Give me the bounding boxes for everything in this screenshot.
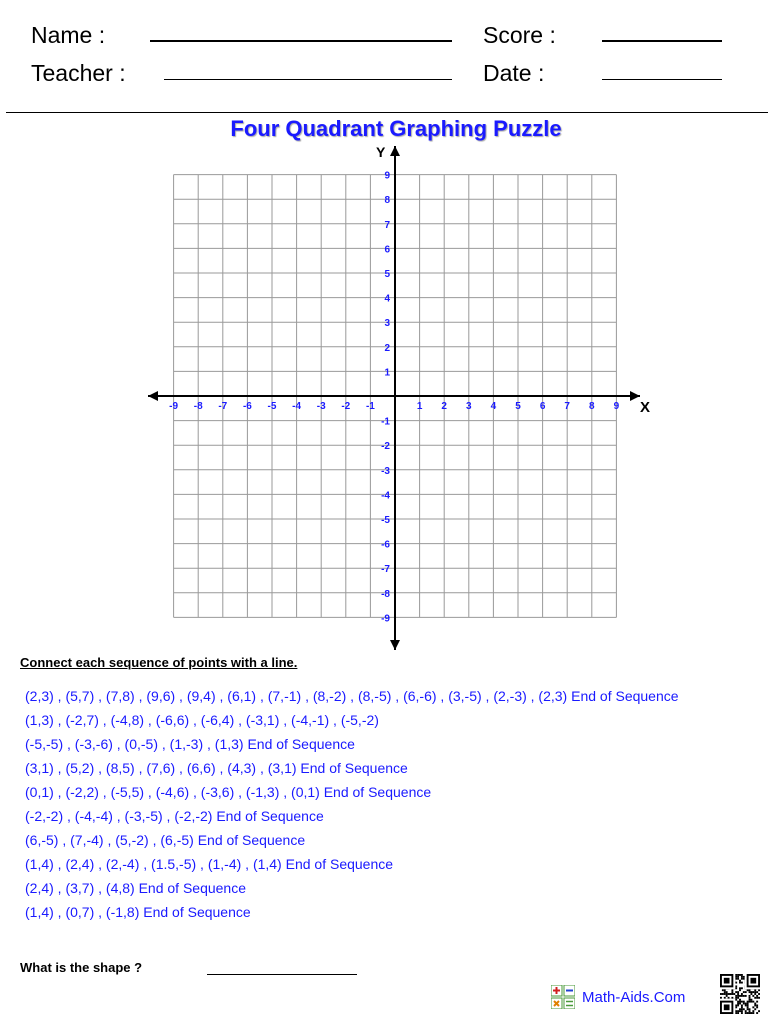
x-tick-label: -7 — [218, 401, 228, 412]
sequence-item: (3,1) , (5,2) , (8,5) , (7,6) , (6,6) , (4,3) , (3,1) End of Sequence — [25, 760, 408, 776]
sequence-item: (0,1) , (-2,2) , (-5,5) , (-4,6) , (-3,6) , (-1,3) , (0,1) End of Sequence — [25, 784, 432, 800]
name-label: Name : — [31, 22, 106, 48]
y-tick-labels — [381, 171, 390, 625]
sequence-item: (1,4) , (2,4) , (2,-4) , (1.5,-5) , (1,-4) , (1,4) End of Sequence — [25, 856, 394, 872]
x-tick-label: -8 — [193, 401, 203, 412]
x-tick-label: 2 — [441, 401, 447, 412]
y-axis-arrow-down — [390, 640, 400, 650]
calculator-icon — [551, 985, 575, 1009]
x-axis-label: X — [640, 399, 651, 416]
brand-logo[interactable] — [551, 985, 685, 1009]
x-tick-label: -1 — [365, 401, 375, 412]
x-tick-label: -4 — [292, 401, 302, 412]
brand-name: Math-Aids.Com — [582, 988, 686, 1006]
y-tick-label: 8 — [384, 195, 390, 207]
teacher-label: Teacher : — [31, 60, 126, 86]
y-tick-label: 5 — [384, 269, 390, 280]
y-tick-label: 2 — [384, 342, 390, 354]
header-divider — [6, 112, 768, 113]
y-tick-label: -6 — [381, 539, 390, 551]
x-tick-label: -5 — [267, 401, 277, 412]
teacher-field[interactable] — [164, 79, 452, 80]
point-sequences — [25, 684, 679, 924]
y-axis-arrow-up — [390, 146, 400, 156]
x-tick-label: 3 — [466, 401, 472, 412]
y-tick-label: -9 — [381, 613, 390, 625]
sequence-item: (2,4) , (3,7) , (4,8) End of Sequence — [25, 880, 247, 896]
shape-question: What is the shape ? — [20, 960, 143, 975]
y-tick-label: -1 — [381, 416, 390, 428]
x-tick-label: 1 — [416, 401, 423, 412]
sequence-item: (1,4) , (0,7) , (-1,8) End of Sequence — [25, 904, 251, 920]
name-field[interactable] — [150, 40, 452, 42]
sequence-item: (-2,-2) , (-4,-4) , (-3,-5) , (-2,-2) End of Sequence — [25, 808, 324, 824]
date-field[interactable] — [602, 79, 722, 80]
x-tick-label: -6 — [242, 401, 252, 412]
x-axis-arrow-right — [630, 391, 640, 401]
score-field[interactable] — [602, 40, 722, 42]
x-tick-label: 6 — [539, 401, 546, 412]
page-title: Four Quadrant Graphing Puzzle — [230, 116, 562, 141]
y-tick-label: -8 — [381, 588, 390, 600]
y-tick-label: 9 — [384, 170, 390, 182]
y-tick-label: -7 — [381, 564, 390, 576]
date-label: Date : — [483, 60, 545, 86]
answer-field[interactable] — [207, 974, 357, 975]
sequence-item: (1,3) , (-2,7) , (-4,8) , (-6,6) , (-6,4) , (-3,1) , (-4,-1) , (-5,-2) — [25, 712, 379, 728]
y-tick-label: -4 — [381, 490, 390, 502]
x-tick-label: -3 — [316, 401, 326, 412]
x-tick-label: 9 — [613, 401, 620, 412]
x-tick-label: 5 — [515, 401, 521, 412]
y-tick-label: 6 — [384, 244, 390, 256]
axes — [148, 146, 640, 650]
y-tick-label: 3 — [384, 318, 390, 330]
instructions: Connect each sequence of points with a line. — [20, 655, 298, 670]
x-tick-label: -9 — [169, 401, 179, 412]
sequence-item: (6,-5) , (7,-4) , (5,-2) , (6,-5) End of Sequence — [25, 832, 306, 848]
x-axis-arrow-left — [148, 391, 158, 401]
coordinate-grid — [140, 140, 660, 660]
y-tick-label: 1 — [384, 367, 390, 379]
y-tick-label: 4 — [384, 293, 390, 305]
y-tick-label: -2 — [381, 441, 390, 453]
y-tick-label: -3 — [381, 465, 390, 477]
qr-code-icon — [720, 974, 760, 1018]
y-tick-label: -5 — [381, 515, 390, 526]
x-tick-label: 7 — [564, 401, 570, 412]
sequence-item: (2,3) , (5,7) , (7,8) , (9,6) , (9,4) , (6,1) , (7,-1) , (8,-2) , (8,-5) , (6,-6) , (3,-5) , (2,-3) , (2,3) End of Sequence — [25, 688, 679, 704]
x-tick-label: 4 — [490, 401, 497, 412]
x-tick-label: -2 — [341, 401, 351, 412]
x-tick-label: 8 — [589, 401, 595, 412]
score-label: Score : — [483, 22, 556, 48]
y-axis-label: Y — [376, 144, 386, 160]
sequence-item: (-5,-5) , (-3,-6) , (0,-5) , (1,-3) , (1,3) End of Sequence — [25, 736, 355, 752]
y-tick-label: 7 — [384, 219, 390, 231]
